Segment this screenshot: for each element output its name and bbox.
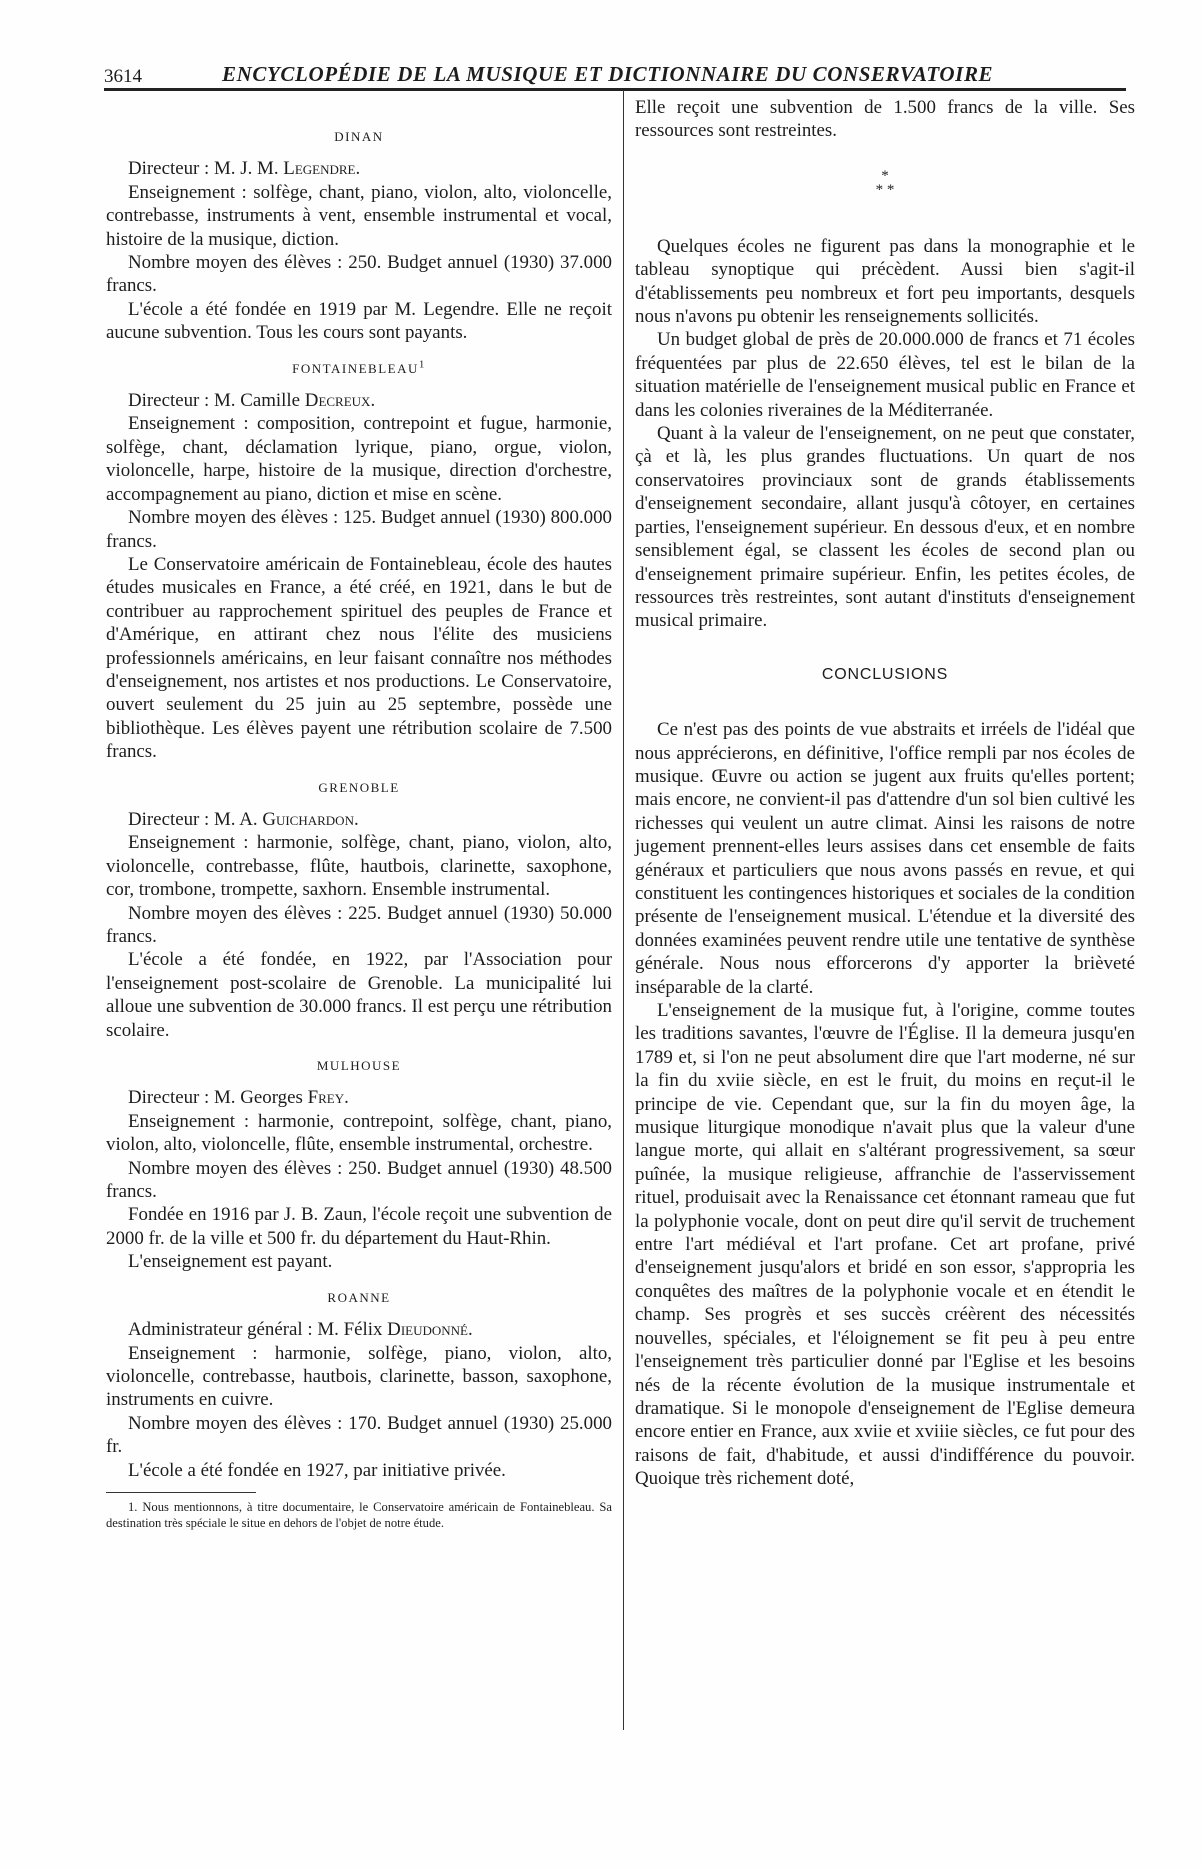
section-heading-roanne: ROANNE xyxy=(327,1289,391,1305)
director-name: Legendre. xyxy=(283,158,361,180)
director-name: Dieudonné. xyxy=(387,1319,473,1341)
footnote-rule xyxy=(106,1492,256,1493)
page-number: 3614 xyxy=(104,66,142,87)
footnote: 1. Nous mentionnons, à titre documentaire, le Conservatoire américain de Fontainebleau. Sa destination très spéciale le situe en dehors de l'objet de notre étude. xyxy=(106,1499,612,1531)
section-separator xyxy=(635,169,1135,197)
director-name: Guichardon. xyxy=(262,808,359,830)
students-paragraph: Nombre moyen des élèves : 250. Budget annuel (1930) 48.500 francs. xyxy=(106,1157,612,1203)
separator-star: * xyxy=(881,167,889,184)
continuation-paragraph: Elle reçoit une subvention de 1.500 francs de la ville. Ses ressources sont restreintes. xyxy=(635,97,1135,142)
section-heading-dinan: DINAN xyxy=(334,129,384,144)
teaching-paragraph: Enseignement : composition, contrepoint et fugue, harmonie, solfège, chant, déclamation lyrique, piano, orgue, violon, violoncelle, harpe, histoire de la musique, direction d'orchestre, accompagnement au piano, diction et mise en scène. xyxy=(106,413,612,505)
director-line xyxy=(106,1086,612,1109)
body-paragraph: Quant à la valeur de l'enseignement, on ne peut que constater, çà et là, les plus grandes fluctuations. Un quart de nos conservatoires provinciaux sont de grands établissements d'enseignement secondaire, allant jusqu'à côtoyer, en certaines parties, l'enseignement supérieur. En dessous d'eux, et en nombre sensiblement égal, se classent les écoles de second plan ou d'enseignement primaire supérieur. Enfin, les petites écoles, de ressources très restreintes, sont autant d'instituts d'enseignement musical primaire. xyxy=(635,423,1135,632)
body-paragraph: Ce n'est pas des points de vue abstraits et irréels de l'idéal que nous apprécierons, en définitive, l'office rempli par nos écoles de musique. Œuvre ou action se jugent aux fruits qu'elles portent; mais encore, ne convient-il pas d'attendre d'un sol bien cultivé les richesses qui veulent un autre climat. Ainsi les raisons de notre jugement prennent-elles leurs assises dans cet ensemble de faits généraux et particuliers que nous avons passés en revue, et qui constituent les contingences historiques et sociales de la condition présente de l'enseignement musical. L'étendue et la diversité des données examinées peuvent rendre utile une tentative de synthèse générale. Nous nous efforcerons d'y apporter la brièveté inséparable de la clarté. xyxy=(635,719,1135,998)
director-label: Directeur : M. Camille xyxy=(128,390,305,412)
students-paragraph: Nombre moyen des élèves : 170. Budget annuel (1930) 25.000 fr. xyxy=(106,1412,612,1458)
running-title: ENCYCLOPÉDIE DE LA MUSIQUE ET DICTIONNAIRE DU CONSERVATOIRE xyxy=(222,62,994,86)
note-paragraph: L'école a été fondée, en 1922, par l'Association pour l'enseignement post-scolaire de Grenoble. La municipalité lui alloue une subvention de 30.000 francs. Il est perçu une rétribution scolaire. xyxy=(106,949,612,1041)
director-label: Administrateur général : M. Félix xyxy=(128,1319,388,1341)
students-paragraph: Nombre moyen des élèves : 225. Budget annuel (1930) 50.000 francs. xyxy=(106,902,612,947)
note-paragraph: L'école a été fondée en 1919 par M. Legendre. Elle ne reçoit aucune subvention. Tous les cours sont payants. xyxy=(106,298,612,344)
director-name: Frey. xyxy=(307,1087,349,1109)
separator-stars: * * xyxy=(875,181,895,198)
note-paragraph: L'enseignement est payant. xyxy=(128,1251,333,1273)
teaching-paragraph: Enseignement : harmonie, solfège, chant, piano, violon, alto, violoncelle, contrebasse, flûte, hautbois, clarinette, saxophone, cor, trombone, trompette, saxhorn. Ensemble instrumental. xyxy=(106,832,612,901)
students-paragraph: Nombre moyen des élèves : 250. Budget annuel (1930) 37.000 francs. xyxy=(106,252,612,297)
body-paragraph: Quelques écoles ne figurent pas dans la monographie et le tableau synoptique qui précèdent. Aussi bien s'agit-il d'établissements peu nombreux et fort peu importants, desquels nous n'avons pu obtenir les renseignements sollicités. xyxy=(635,235,1135,328)
page-header xyxy=(104,58,1129,86)
teaching-paragraph: Enseignement : harmonie, contrepoint, solfège, chant, piano, violon, alto, violoncelle, flûte, ensemble instrumental, orchestre. xyxy=(106,1110,612,1156)
left-column xyxy=(106,96,612,1532)
note-paragraph: Fondée en 1916 par J. B. Zaun, l'école reçoit une subvention de 2000 fr. de la ville et 500 fr. du département du Haut-Rhin. xyxy=(106,1204,612,1249)
director-line xyxy=(106,808,612,831)
body-paragraph: L'enseignement de la musique fut, à l'origine, comme toutes les traditions savantes, l'œuvre de l'Église. Il la demeura jusqu'en 1789 et, si l'on ne peut absolument dire que l'art moderne, né sur la fin du xviie siècle, en est le fruit, du moins en reçut-il le principe de vie. Cependant que, sur la fin du moyen âge, la musique liturgique monodique n'avait plus que la valeur d'une langue morte, qui allait en s'altérant progressivement, sa sœur puînée, la musique religieuse, affranchie de l'asservissement rituel, produisait avec la Renaissance cet étonnant rameau que fut la polyphonie vocale, dont on peut dire qu'il servit de truchement entre l'art médiéval et l'art profane. Cet art profane, privé d'enseignement jusqu'alors et bridé en son essor, s'appropria les conquêtes des maîtres de la polyphonie vocale et en étendit le champ. Ses progrès et ses succès créèrent des nécessités nouvelles, spéciales, et l'éloignement se fit peu à peu entre l'enseignement très particulier donné par l'Eglise et les besoins nés de la récente évolution de la musique instrumentale et dramatique. Si le monopole d'enseignement de l'Eglise demeura encore entier en France, aux xviie et xviiie siècles, ce fut pour des raisons de fait, d'habitude, et aussi d'indifférence du pouvoir. Quoique très richement doté, xyxy=(635,1000,1135,1490)
director-label: Directeur : M. A. xyxy=(128,808,263,830)
note-paragraph: L'école a été fondée en 1927, par initiative privée. xyxy=(128,1459,506,1481)
director-line xyxy=(106,1318,612,1341)
footnote-mark: 1 xyxy=(418,358,426,371)
note-paragraph: Le Conservatoire américain de Fontainebleau, école des hautes études musicales en France, a été créé, en 1921, dans le but de contribuer au rapprochement spirituel des peuples de France et d'Amérique, en attirant chez nous l'élite des musiciens professionnels américains, en leur faisant connaître nos méthodes d'enseignement, nos artistes et nos productions. Le Conservatoire, ouvert seulement du 25 juin au 25 septembre, possède une bibliothèque. Les élèves payent une rétribution scolaire de 7.500 francs. xyxy=(106,553,612,763)
conclusions-heading: CONCLUSIONS xyxy=(821,665,949,683)
header-rule xyxy=(104,88,1126,91)
director-line xyxy=(106,157,612,180)
director-line xyxy=(106,389,612,412)
section-heading-mulhouse: MULHOUSE xyxy=(316,1058,402,1074)
director-label: Directeur : M. J. M. xyxy=(128,158,284,180)
section-heading-fontainebleau xyxy=(106,357,612,380)
director-name: Decreux. xyxy=(304,390,376,412)
teaching-paragraph: Enseignement : solfège, chant, piano, violon, alto, violoncelle, contrebasse, instruments à vent, ensemble instrumental et vocal, histoire de la musique, diction. xyxy=(106,181,612,250)
body-paragraph: Un budget global de près de 20.000.000 de francs et 71 écoles fréquentées par plus de 22.650 élèves, tel est le bilan de la situation matérielle de l'enseignement musical public en France et dans les colonies riveraines de la Méditerranée. xyxy=(635,329,1135,421)
heading-text: FONTAINEBLEAU xyxy=(292,360,419,376)
teaching-paragraph: Enseignement : harmonie, solfège, piano, violon, alto, violoncelle, contrebasse, hautbois, clarinette, basson, saxophone, instruments en cuivre. xyxy=(106,1342,612,1411)
right-column xyxy=(635,96,1135,1491)
column-divider xyxy=(623,90,624,1730)
section-heading-grenoble: GRENOBLE xyxy=(318,779,400,795)
students-paragraph: Nombre moyen des élèves : 125. Budget annuel (1930) 800.000 francs. xyxy=(106,507,612,552)
director-label: Directeur : M. Georges xyxy=(128,1087,308,1109)
